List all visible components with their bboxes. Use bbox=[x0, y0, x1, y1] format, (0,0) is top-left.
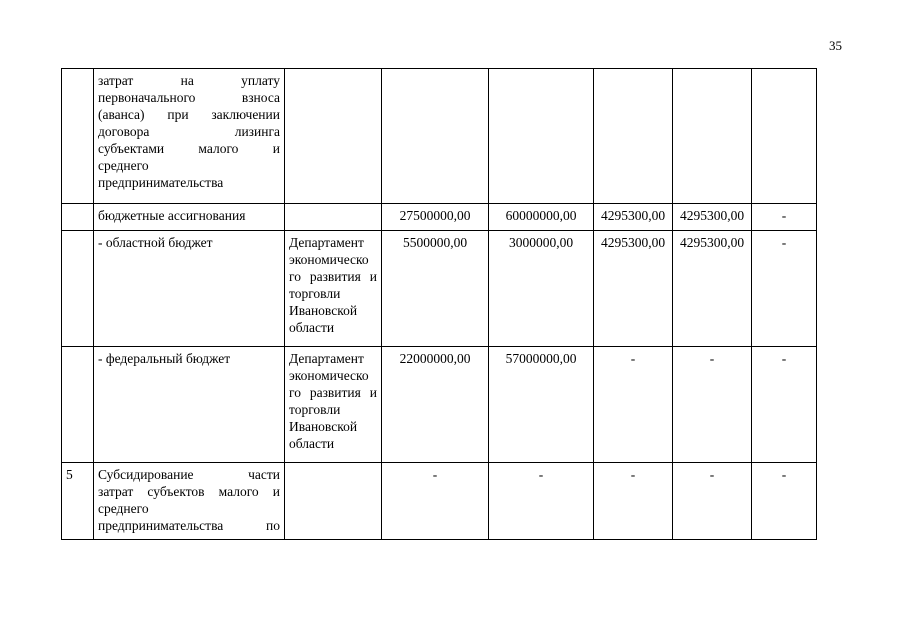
executor-line: Департамент bbox=[289, 351, 364, 366]
executor-line: области bbox=[289, 320, 335, 335]
value-cell-5: - bbox=[752, 347, 817, 463]
name-line: субъектами малого и bbox=[98, 141, 280, 156]
value-cell-4: 4295300,00 bbox=[673, 231, 752, 347]
executor-cell bbox=[285, 463, 382, 540]
value-cell-1 bbox=[382, 69, 489, 204]
activity-name-cell bbox=[94, 69, 285, 204]
value-cell-4: - bbox=[673, 347, 752, 463]
value-cell-2: - bbox=[489, 463, 594, 540]
executor-line: го развития и bbox=[289, 269, 377, 284]
activity-name-cell: - областной бюджет bbox=[94, 231, 285, 347]
executor-line: области bbox=[289, 436, 335, 451]
name-line: договора лизинга bbox=[98, 124, 280, 139]
row-number-cell bbox=[62, 204, 94, 231]
name-line: первоначального взноса bbox=[98, 90, 280, 105]
row-number-cell bbox=[62, 231, 94, 347]
table-row bbox=[62, 231, 817, 347]
page-number: 35 bbox=[829, 38, 842, 53]
executor-cell bbox=[285, 204, 382, 231]
row-number-cell bbox=[62, 69, 94, 204]
value-cell-5: - bbox=[752, 231, 817, 347]
executor-cell bbox=[285, 69, 382, 204]
table-row bbox=[62, 204, 817, 231]
value-cell-5: - bbox=[752, 204, 817, 231]
value-cell-4: 4295300,00 bbox=[673, 204, 752, 231]
executor-cell bbox=[285, 231, 382, 347]
value-cell-5: - bbox=[752, 463, 817, 540]
budget-table bbox=[61, 68, 817, 540]
value-cell-3: 4295300,00 bbox=[594, 231, 673, 347]
value-cell-4 bbox=[673, 69, 752, 204]
value-cell-1: 22000000,00 bbox=[382, 347, 489, 463]
name-line: среднего bbox=[98, 158, 149, 173]
activity-name-cell: бюджетные ассигнования bbox=[94, 204, 285, 231]
activity-name-cell bbox=[94, 463, 285, 540]
executor-line: торговли bbox=[289, 402, 341, 417]
value-cell-2: 60000000,00 bbox=[489, 204, 594, 231]
table-row bbox=[62, 69, 817, 204]
executor-line: Ивановской bbox=[289, 303, 358, 318]
row-number-cell bbox=[62, 347, 94, 463]
value-cell-3: - bbox=[594, 347, 673, 463]
executor-line: го развития и bbox=[289, 385, 377, 400]
value-cell-2 bbox=[489, 69, 594, 204]
value-cell-1: 27500000,00 bbox=[382, 204, 489, 231]
table-row bbox=[62, 463, 817, 540]
executor-line: экономическо bbox=[289, 368, 369, 383]
name-line: Субсидирование части bbox=[98, 467, 280, 482]
row-number-cell: 5 bbox=[62, 463, 94, 540]
value-cell-1: 5500000,00 bbox=[382, 231, 489, 347]
executor-line: Ивановской bbox=[289, 419, 358, 434]
name-line: затрат на уплату bbox=[98, 73, 280, 88]
executor-line: торговли bbox=[289, 286, 341, 301]
executor-line: Департамент bbox=[289, 235, 364, 250]
executor-line: экономическо bbox=[289, 252, 369, 267]
name-line: среднего bbox=[98, 501, 149, 516]
executor-cell bbox=[285, 347, 382, 463]
value-cell-3: - bbox=[594, 463, 673, 540]
value-cell-3: 4295300,00 bbox=[594, 204, 673, 231]
activity-name-cell: - федеральный бюджет bbox=[94, 347, 285, 463]
value-cell-2: 57000000,00 bbox=[489, 347, 594, 463]
value-cell-5 bbox=[752, 69, 817, 204]
value-cell-4: - bbox=[673, 463, 752, 540]
value-cell-3 bbox=[594, 69, 673, 204]
table-row bbox=[62, 347, 817, 463]
name-line: предпринимательства по bbox=[98, 518, 280, 533]
name-line: затрат субъектов малого и bbox=[98, 484, 280, 499]
value-cell-2: 3000000,00 bbox=[489, 231, 594, 347]
value-cell-1: - bbox=[382, 463, 489, 540]
name-line: предпринимательства bbox=[98, 175, 224, 190]
name-line: (аванса) при заключении bbox=[98, 107, 280, 122]
